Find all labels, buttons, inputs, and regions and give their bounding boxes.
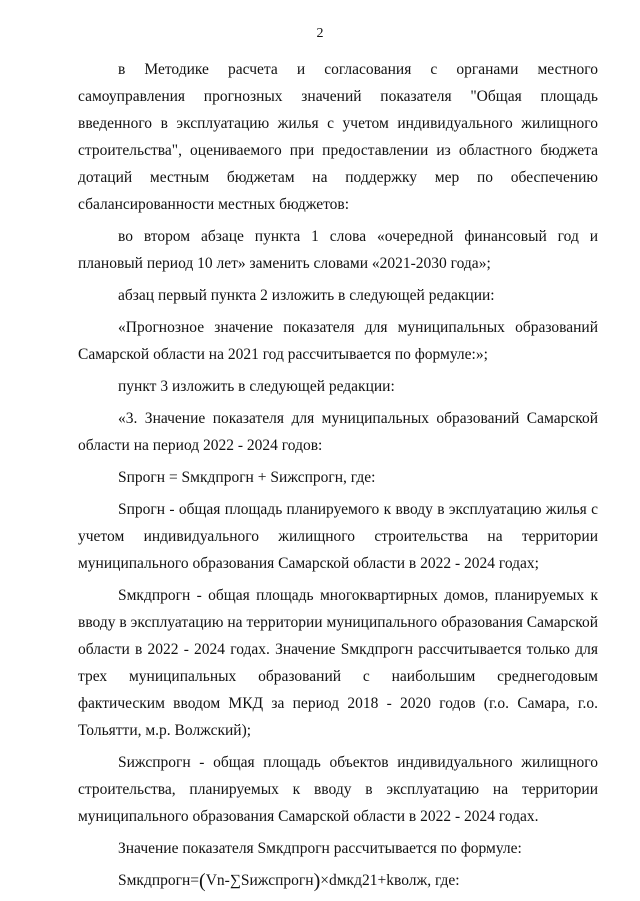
paragraph: абзац первый пункта 2 изложить в следующей редакции:: [118, 287, 495, 304]
paragraph: Sижспрогн - общая площадь объектов индивидуального жилищного строительства, планируемых к вводу в эксплуатацию на территории муниципального образования Самарской области в 2022 - 2024 годах.: [78, 754, 598, 825]
formula-eq: =: [190, 872, 200, 889]
formula-open-paren: (: [199, 870, 206, 892]
paragraph: Значение показателя Sмкдпрогн рассчитывается по формуле:: [118, 840, 522, 857]
paragraph: во втором абзаце пункта 1 слова «очередной финансовый год и плановый период 10 лет» заменить словами «2021-2030 года»;: [78, 228, 598, 272]
paragraph: в Методике расчета и согласования с органами местного самоуправления прогнозных значений показателя "Общая площадь введенного в эксплуатацию жилья с учетом индивидуального жилищного строительства", оцениваемого при предоставлении из областного бюджета дотаций местным бюджетам на поддержку мер по обеспечению сбалансированности местных бюджетов:: [78, 61, 598, 213]
formula-minus: -: [224, 872, 230, 889]
formula-tail: , где:: [427, 872, 460, 889]
formula-lhs: Sмкдпрогн: [118, 872, 191, 889]
paragraph: Sпрогн - общая площадь планируемого к вводу в эксплуатацию жилья с учетом индивидуального жилищного строительства на территории муниципального образования Самарской области в 2022 - 2024 годах;: [78, 501, 598, 572]
document-body: [78, 56, 598, 901]
formula-mkd: [78, 867, 598, 895]
formula-plus: +: [377, 872, 387, 889]
formula-close-paren: ): [313, 870, 321, 892]
paragraph: Sмкдпрогн - общая площадь многоквартирных домов, планируемых к вводу в эксплуатацию на территории муниципального образования Самарской области в 2022 - 2024 годах. Значение Sмкдпрогн рассчитывается только для трех муниципальных образований с наибольшим среднегодовым фактическим вводом МКД за период 2018 - 2020 годов (г.о. Самара, г.о. Тольятти, м.р. Волжский);: [78, 587, 598, 739]
formula-k: kволж: [386, 872, 428, 889]
paragraph: пункт 3 изложить в следующей редакции:: [118, 378, 395, 395]
formula-sum: Sпрогн = Sмкдпрогн + Sижспрогн, где:: [118, 469, 376, 486]
paragraph: «3. Значение показателя для муниципальных образований Самарской области на период 2022 - 2024 годов:: [78, 410, 598, 454]
page-number: 2: [316, 26, 324, 41]
paragraph: «Прогнозное значение показателя для муниципальных образований Самарской области на 2021 год рассчитывается по формуле:»;: [78, 319, 598, 363]
formula-times: ×: [320, 872, 329, 889]
formula-factor: dмкд21: [329, 872, 378, 889]
formula-sum: ∑Sижспрогн: [229, 872, 314, 889]
formula-vn: Vn: [205, 872, 225, 889]
